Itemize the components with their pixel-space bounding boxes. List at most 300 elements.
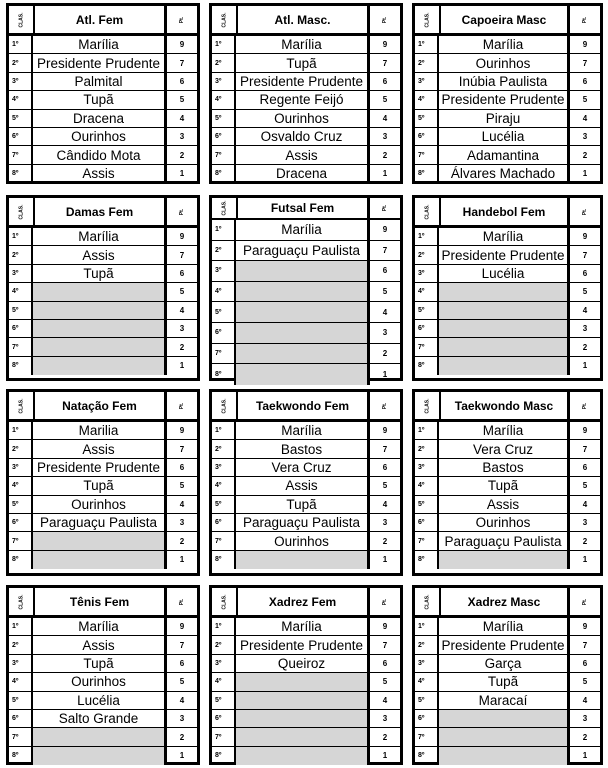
position-cell: 1º bbox=[415, 228, 439, 245]
clas-header bbox=[415, 588, 441, 615]
table-row bbox=[9, 36, 197, 54]
team-cell: Garça bbox=[484, 655, 522, 671]
table-row bbox=[9, 165, 197, 183]
table-row bbox=[9, 655, 197, 673]
team-cell: Tupã bbox=[83, 265, 114, 281]
position-cell: 2º bbox=[415, 440, 439, 457]
table-row bbox=[212, 710, 400, 728]
position-cell: 8º bbox=[212, 747, 236, 765]
points-cell: 4 bbox=[567, 302, 600, 319]
points-cell: 3 bbox=[367, 128, 400, 145]
table-title: Damas Fem bbox=[65, 204, 134, 219]
table-row bbox=[415, 357, 600, 375]
team-cell: Marília bbox=[482, 229, 524, 245]
table-title: Handebol Fem bbox=[462, 204, 546, 219]
points-cell: 5 bbox=[567, 283, 600, 300]
standings-table bbox=[209, 585, 403, 765]
position-cell: 2º bbox=[9, 440, 33, 457]
points-cell: 7 bbox=[164, 246, 197, 263]
table-title: Futsal Fem bbox=[270, 201, 335, 215]
team-cell bbox=[236, 747, 367, 765]
table-header bbox=[212, 6, 400, 36]
points-cell: 5 bbox=[367, 91, 400, 108]
pts-label: Pt. bbox=[381, 598, 388, 605]
points-cell: 2 bbox=[164, 728, 197, 745]
points-cell: 5 bbox=[164, 673, 197, 690]
table-row bbox=[212, 323, 400, 344]
points-cell: 7 bbox=[567, 246, 600, 263]
team-cell: Osvaldo Cruz bbox=[260, 129, 343, 145]
table-row bbox=[212, 344, 400, 365]
team-cell: Dracena bbox=[72, 110, 125, 126]
position-cell: 3º bbox=[212, 459, 236, 476]
points-cell: 6 bbox=[164, 459, 197, 476]
team-cell: Bastos bbox=[280, 441, 323, 457]
points-cell: 4 bbox=[164, 496, 197, 513]
team-cell: Lucélia bbox=[481, 129, 525, 145]
points-cell: 3 bbox=[567, 320, 600, 337]
pts-header bbox=[367, 198, 400, 218]
pts-header bbox=[367, 588, 400, 615]
points-cell: 6 bbox=[567, 265, 600, 282]
table-row bbox=[9, 228, 197, 246]
position-cell: 3º bbox=[212, 655, 236, 672]
points-cell: 1 bbox=[367, 165, 400, 183]
position-cell: 1º bbox=[415, 36, 439, 53]
team-cell bbox=[33, 320, 164, 337]
table-row bbox=[212, 54, 400, 72]
standings-table bbox=[6, 195, 200, 381]
table-title: Atl. Masc. bbox=[274, 12, 331, 27]
position-cell: 5º bbox=[9, 496, 33, 513]
table-row bbox=[212, 110, 400, 128]
standings-table bbox=[6, 389, 200, 576]
position-cell: 6º bbox=[9, 320, 33, 337]
team-cell bbox=[439, 551, 567, 569]
points-cell: 9 bbox=[567, 36, 600, 53]
points-cell: 4 bbox=[367, 496, 400, 513]
table-row bbox=[415, 459, 600, 477]
clas-label: CLAS. bbox=[18, 12, 24, 27]
table-row bbox=[9, 532, 197, 550]
position-cell: 4º bbox=[9, 477, 33, 494]
position-cell: 6º bbox=[212, 710, 236, 727]
points-cell: 6 bbox=[367, 655, 400, 672]
points-cell: 6 bbox=[367, 261, 400, 281]
points-cell: 2 bbox=[367, 532, 400, 549]
position-cell: 1º bbox=[415, 422, 439, 439]
team-cell bbox=[33, 338, 164, 355]
table-row bbox=[212, 514, 400, 532]
table-row bbox=[9, 128, 197, 146]
position-cell: 3º bbox=[212, 261, 236, 281]
clas-header bbox=[9, 198, 35, 225]
position-cell: 7º bbox=[212, 728, 236, 745]
position-cell: 1º bbox=[212, 422, 236, 439]
points-cell: 4 bbox=[164, 302, 197, 319]
points-cell: 2 bbox=[567, 146, 600, 163]
points-cell: 7 bbox=[367, 54, 400, 71]
position-cell: 6º bbox=[415, 710, 439, 727]
points-cell: 9 bbox=[164, 618, 197, 635]
team-cell: Tupã bbox=[83, 92, 114, 108]
position-cell: 6º bbox=[9, 514, 33, 531]
team-cell: Paraguaçu Paulista bbox=[39, 515, 158, 531]
clas-header bbox=[415, 6, 441, 33]
position-cell: 2º bbox=[9, 246, 33, 263]
table-title: Capoeira Masc bbox=[461, 12, 547, 27]
pts-label: Pt. bbox=[178, 16, 185, 23]
table-row bbox=[9, 302, 197, 320]
pts-label: Pt. bbox=[178, 208, 185, 215]
table-row bbox=[415, 728, 600, 746]
table-row bbox=[212, 692, 400, 710]
table-header bbox=[415, 6, 600, 36]
table-row bbox=[212, 532, 400, 550]
table-row bbox=[415, 302, 600, 320]
team-cell: Maracaí bbox=[478, 692, 528, 708]
team-cell: Palmital bbox=[74, 73, 123, 89]
points-cell: 2 bbox=[164, 146, 197, 163]
clas-header bbox=[415, 198, 441, 225]
table-row bbox=[9, 283, 197, 301]
table-row bbox=[212, 73, 400, 91]
position-cell: 3º bbox=[415, 73, 439, 90]
pts-header bbox=[567, 198, 600, 225]
points-cell: 3 bbox=[367, 323, 400, 343]
table-row bbox=[9, 440, 197, 458]
points-cell: 4 bbox=[567, 110, 600, 127]
points-cell: 4 bbox=[367, 302, 400, 322]
table-row bbox=[212, 220, 400, 241]
table-row bbox=[212, 36, 400, 54]
position-cell: 1º bbox=[9, 36, 33, 53]
table-row bbox=[212, 261, 400, 282]
position-cell: 4º bbox=[415, 283, 439, 300]
points-cell: 1 bbox=[164, 165, 197, 183]
table-row bbox=[9, 636, 197, 654]
position-cell: 5º bbox=[212, 302, 236, 322]
points-cell: 7 bbox=[567, 440, 600, 457]
team-cell: Assis bbox=[486, 496, 520, 512]
position-cell: 7º bbox=[212, 146, 236, 163]
points-cell: 2 bbox=[567, 532, 600, 549]
table-row bbox=[415, 710, 600, 728]
pts-header bbox=[367, 6, 400, 33]
points-cell: 9 bbox=[367, 422, 400, 439]
clas-label: CLAS. bbox=[221, 200, 227, 216]
team-cell: Dracena bbox=[275, 166, 328, 182]
points-cell: 5 bbox=[367, 282, 400, 302]
team-cell bbox=[439, 283, 567, 300]
points-cell: 3 bbox=[567, 514, 600, 531]
team-cell: Tupã bbox=[83, 478, 114, 494]
table-row bbox=[415, 246, 600, 264]
team-cell bbox=[439, 357, 567, 375]
table-row bbox=[212, 496, 400, 514]
team-cell: Tupã bbox=[487, 674, 519, 690]
team-cell: Marília bbox=[281, 37, 322, 53]
clas-header bbox=[415, 392, 441, 419]
position-cell: 1º bbox=[212, 36, 236, 53]
table-row bbox=[212, 728, 400, 746]
position-cell: 5º bbox=[415, 302, 439, 319]
points-cell: 9 bbox=[164, 228, 197, 245]
team-cell: Marília bbox=[78, 229, 119, 245]
table-title: Taekwondo Fem bbox=[255, 398, 350, 413]
points-cell: 2 bbox=[367, 728, 400, 745]
team-cell: Presidente Prudente bbox=[239, 637, 364, 653]
table-header bbox=[212, 198, 400, 220]
pts-header bbox=[567, 588, 600, 615]
table-title: Tênis Fem bbox=[69, 594, 130, 609]
table-row bbox=[9, 320, 197, 338]
table-row bbox=[9, 246, 197, 264]
table-title: Xadrez Masc bbox=[467, 594, 541, 609]
points-cell: 6 bbox=[164, 265, 197, 282]
clas-label: CLAS. bbox=[18, 398, 24, 413]
points-cell: 4 bbox=[164, 110, 197, 127]
position-cell: 7º bbox=[415, 146, 439, 163]
table-row bbox=[212, 302, 400, 323]
team-cell: Assis bbox=[285, 478, 318, 494]
points-cell: 1 bbox=[164, 551, 197, 569]
standings-table bbox=[412, 585, 603, 765]
standings-table bbox=[6, 585, 200, 765]
table-row bbox=[415, 283, 600, 301]
table-row bbox=[9, 692, 197, 710]
pts-header bbox=[164, 198, 197, 225]
clas-label: CLAS. bbox=[221, 398, 227, 413]
table-row bbox=[212, 128, 400, 146]
points-cell: 3 bbox=[367, 710, 400, 727]
position-cell: 3º bbox=[9, 655, 33, 672]
points-cell: 1 bbox=[367, 364, 400, 385]
position-cell: 2º bbox=[9, 636, 33, 653]
pts-label: Pt. bbox=[581, 402, 588, 409]
standings-table bbox=[209, 195, 403, 381]
points-cell: 5 bbox=[367, 477, 400, 494]
table-header bbox=[9, 588, 197, 618]
table-row bbox=[415, 655, 600, 673]
position-cell: 7º bbox=[415, 338, 439, 355]
position-cell: 3º bbox=[9, 73, 33, 90]
position-cell: 7º bbox=[9, 338, 33, 355]
team-cell bbox=[236, 364, 367, 385]
table-row bbox=[415, 146, 600, 164]
points-cell: 1 bbox=[567, 165, 600, 183]
team-cell: Marília bbox=[482, 423, 524, 439]
team-cell: Cândido Mota bbox=[56, 147, 141, 163]
table-header bbox=[9, 392, 197, 422]
points-cell: 4 bbox=[164, 692, 197, 709]
position-cell: 8º bbox=[212, 364, 236, 385]
pts-header bbox=[367, 392, 400, 419]
team-cell: Marilia bbox=[78, 423, 119, 439]
points-cell: 7 bbox=[367, 636, 400, 653]
points-cell: 2 bbox=[567, 728, 600, 745]
points-cell: 9 bbox=[164, 422, 197, 439]
clas-label: CLAS. bbox=[18, 204, 24, 219]
position-cell: 7º bbox=[9, 728, 33, 745]
table-row bbox=[415, 91, 600, 109]
points-cell: 1 bbox=[164, 747, 197, 765]
team-cell bbox=[439, 320, 567, 337]
position-cell: 8º bbox=[212, 165, 236, 183]
position-cell: 5º bbox=[415, 110, 439, 127]
table-row bbox=[9, 265, 197, 283]
position-cell: 2º bbox=[212, 440, 236, 457]
table-row bbox=[415, 422, 600, 440]
position-cell: 1º bbox=[415, 618, 439, 635]
clas-label: CLAS. bbox=[221, 12, 227, 27]
points-cell: 2 bbox=[567, 338, 600, 355]
table-row bbox=[212, 146, 400, 164]
clas-header bbox=[212, 6, 238, 33]
clas-header bbox=[9, 6, 35, 33]
points-cell: 5 bbox=[164, 477, 197, 494]
pts-header bbox=[164, 392, 197, 419]
team-cell: Assis bbox=[82, 637, 115, 653]
team-cell bbox=[236, 728, 367, 745]
pts-label: Pt. bbox=[178, 402, 185, 409]
table-row bbox=[415, 54, 600, 72]
points-cell: 5 bbox=[567, 477, 600, 494]
table-row bbox=[212, 551, 400, 569]
points-cell: 1 bbox=[367, 747, 400, 765]
team-cell bbox=[439, 338, 567, 355]
team-cell: Paraguaçu Paulista bbox=[242, 515, 361, 531]
team-cell: Assis bbox=[82, 247, 115, 263]
table-row bbox=[212, 241, 400, 262]
table-row bbox=[9, 357, 197, 375]
position-cell: 4º bbox=[9, 283, 33, 300]
team-cell: Presidente Prudente bbox=[36, 55, 161, 71]
team-cell: Regente Feijó bbox=[259, 92, 344, 108]
points-cell: 6 bbox=[367, 459, 400, 476]
team-cell bbox=[236, 692, 367, 709]
table-row bbox=[415, 36, 600, 54]
position-cell: 5º bbox=[9, 692, 33, 709]
points-cell: 2 bbox=[367, 146, 400, 163]
position-cell: 4º bbox=[415, 673, 439, 690]
team-cell: Bastos bbox=[482, 459, 524, 475]
team-cell: Marília bbox=[281, 222, 322, 238]
team-cell: Assis bbox=[82, 441, 115, 457]
table-row bbox=[9, 91, 197, 109]
position-cell: 3º bbox=[415, 459, 439, 476]
points-cell: 9 bbox=[367, 36, 400, 53]
table-row bbox=[415, 673, 600, 691]
position-cell: 6º bbox=[415, 514, 439, 531]
position-cell: 6º bbox=[415, 320, 439, 337]
team-cell: Lucélia bbox=[77, 692, 120, 708]
points-cell: 1 bbox=[567, 747, 600, 765]
points-cell: 9 bbox=[367, 220, 400, 240]
table-row bbox=[212, 91, 400, 109]
position-cell: 8º bbox=[9, 357, 33, 375]
team-cell: Ourinhos bbox=[274, 110, 329, 126]
table-row bbox=[415, 747, 600, 765]
team-cell: Presidente Prudente bbox=[441, 637, 565, 653]
table-row bbox=[415, 165, 600, 183]
points-cell: 6 bbox=[567, 73, 600, 90]
team-cell: Presidente Prudente bbox=[441, 92, 565, 108]
team-cell bbox=[236, 551, 367, 569]
points-cell: 6 bbox=[164, 655, 197, 672]
pts-label: Pt. bbox=[381, 204, 388, 212]
pts-label: Pt. bbox=[581, 598, 588, 605]
table-row bbox=[212, 282, 400, 303]
table-row bbox=[415, 110, 600, 128]
position-cell: 2º bbox=[212, 636, 236, 653]
position-cell: 1º bbox=[9, 618, 33, 635]
position-cell: 8º bbox=[415, 165, 439, 183]
position-cell: 2º bbox=[415, 246, 439, 263]
pts-header bbox=[567, 392, 600, 419]
table-row bbox=[9, 514, 197, 532]
team-cell: Vera Cruz bbox=[472, 441, 534, 457]
position-cell: 8º bbox=[9, 747, 33, 765]
team-cell: Adamantina bbox=[466, 147, 540, 163]
position-cell: 4º bbox=[212, 477, 236, 494]
team-cell: Ourinhos bbox=[71, 496, 126, 512]
standings-table bbox=[209, 389, 403, 576]
points-cell: 6 bbox=[164, 73, 197, 90]
points-cell: 9 bbox=[164, 36, 197, 53]
position-cell: 6º bbox=[415, 128, 439, 145]
table-row bbox=[415, 514, 600, 532]
table-row bbox=[415, 228, 600, 246]
points-cell: 7 bbox=[567, 636, 600, 653]
points-cell: 3 bbox=[164, 710, 197, 727]
clas-header bbox=[212, 588, 238, 615]
clas-label: CLAS. bbox=[424, 594, 430, 609]
table-row bbox=[212, 477, 400, 495]
team-cell: Assis bbox=[285, 147, 318, 163]
team-cell: Ourinhos bbox=[71, 129, 126, 145]
team-cell bbox=[236, 282, 367, 302]
team-cell bbox=[33, 551, 164, 569]
team-cell: Vera Cruz bbox=[271, 459, 332, 475]
table-title: Xadrez Fem bbox=[268, 594, 337, 609]
position-cell: 7º bbox=[212, 532, 236, 549]
standings-table bbox=[412, 3, 603, 184]
table-row bbox=[415, 128, 600, 146]
team-cell: Álvares Machado bbox=[450, 166, 556, 182]
table-header bbox=[212, 588, 400, 618]
clas-label: CLAS. bbox=[18, 594, 24, 609]
team-cell bbox=[33, 302, 164, 319]
team-cell bbox=[439, 302, 567, 319]
points-cell: 4 bbox=[567, 496, 600, 513]
standings-table bbox=[412, 195, 603, 381]
pts-header bbox=[164, 588, 197, 615]
points-cell: 1 bbox=[367, 551, 400, 569]
position-cell: 7º bbox=[415, 532, 439, 549]
team-cell: Salto Grande bbox=[58, 711, 139, 727]
team-cell: Assis bbox=[82, 166, 115, 182]
table-header bbox=[9, 6, 197, 36]
points-cell: 3 bbox=[164, 320, 197, 337]
clas-header bbox=[9, 392, 35, 419]
position-cell: 1º bbox=[212, 220, 236, 240]
position-cell: 7º bbox=[9, 532, 33, 549]
table-row bbox=[415, 320, 600, 338]
table-row bbox=[415, 477, 600, 495]
position-cell: 6º bbox=[9, 128, 33, 145]
team-cell: Piraju bbox=[485, 110, 521, 126]
